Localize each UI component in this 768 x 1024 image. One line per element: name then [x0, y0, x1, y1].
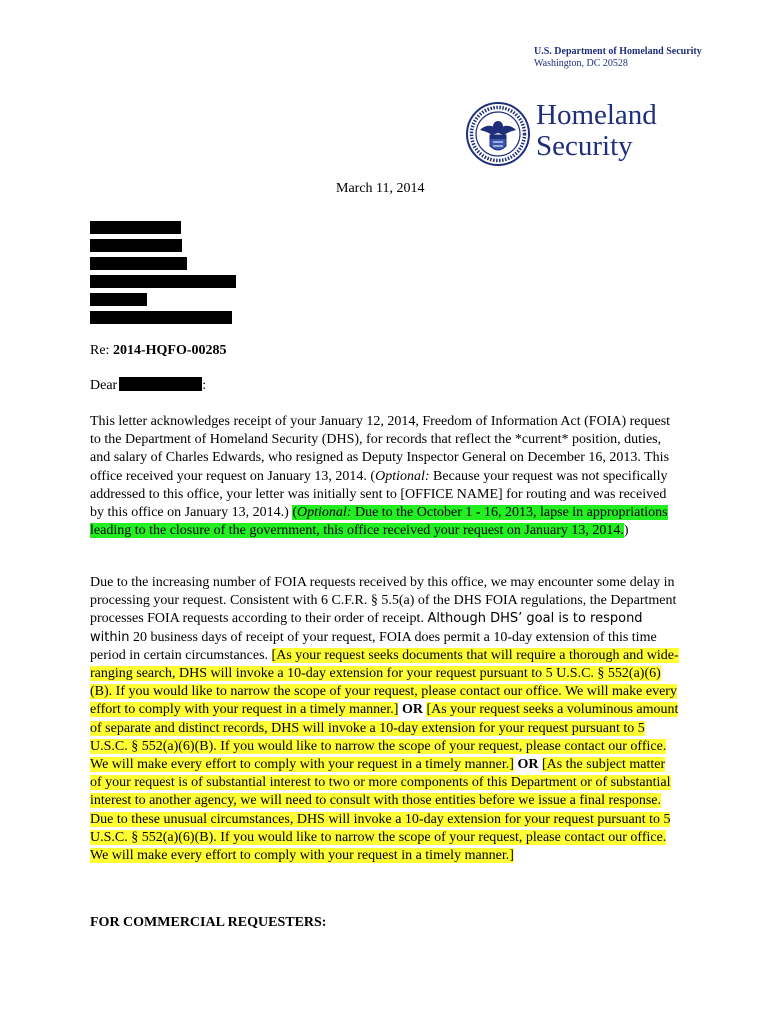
department-address: Washington, DC 20528	[534, 58, 628, 69]
redacted-address-line	[90, 293, 147, 306]
green-optional-label: Optional:	[297, 505, 352, 521]
p1-text-2: Because your request was not specifically addressed to this office, your letter was initially sent to [OFFICE NAME] for routing and was received by this office on January 13, 2014.)	[90, 468, 668, 521]
or-separator: OR	[513, 757, 542, 773]
p2-text-3: 20 business days of receipt of your request, FOIA does permit a 10-day extension of this time period in certain circumstances.	[90, 629, 657, 663]
brand-line-1: Homeland	[536, 99, 657, 131]
letter-date: March 11, 2014	[336, 181, 425, 196]
redacted-address-line	[90, 311, 232, 324]
homeland-security-wordmark	[536, 100, 657, 162]
green-highlight-close: )	[623, 523, 629, 539]
or-separator: OR	[398, 702, 427, 718]
yellow-highlight-option-3: [As the subject matter of your request is of substantial interest to two or more components of this Department or of substantial interest to another agency, we will need to consult with those entities before we issue a final response. Due to these unusual circumstances, DHS will invoke a 10-day extension for your request pursuant to 5 U.S.C. § 552(a)(6)(B). If you would like to narrow the scope of your request, please contact our office. We will make every effort to comply with your request in a timely manner.]	[90, 757, 671, 864]
p2-text-1: Due to the increasing number of FOIA requests received by this office, we may encounter some delay in processing your request. Consistent with 6 C.F.R. § 5.5(a) of the DHS FOIA regulations, the Department processes FOIA requests according to their order of receipt.	[90, 575, 677, 627]
p2-text-sans: Although DHS’ goal is to respond within	[90, 611, 643, 645]
paragraph-acknowledgement	[90, 413, 680, 540]
redacted-address-line	[90, 239, 182, 252]
reference-line	[90, 342, 680, 360]
paragraph-processing-delay	[90, 574, 680, 865]
redacted-address-line	[90, 257, 187, 270]
redacted-address-line	[90, 221, 181, 234]
redacted-name	[119, 377, 202, 391]
yellow-highlight-option-2: [As your request seeks a voluminous amount of separate and distinct records, DHS will invoke a 10-day extension for your request pursuant to 5 U.S.C. § 552(a)(6)(B). If you would like to narrow the scope of your request, please contact our office. We will make every effort to comply with your request in a timely manner.]	[90, 702, 679, 773]
p1-text-1: This letter acknowledges receipt of your January 12, 2014, Freedom of Information Act (FOIA) request to the Department of Homeland Security (DHS), for records that reflect the *current* position, duties, and salary of Charles Edwards, who resigned as Deputy Inspector General on December 16, 2013. This office received your request on January 13, 2014. (	[90, 414, 671, 484]
redacted-address-line	[90, 275, 236, 288]
salutation	[90, 377, 680, 395]
green-highlight-text: Due to the October 1 - 16, 2013, lapse in appropriations leading to the closure of the government, this office received your request on January 13, 2014.	[90, 505, 668, 539]
dhs-seal-icon	[466, 102, 530, 166]
department-name: U.S. Department of Homeland Security	[534, 46, 702, 57]
request-number: 2014-HQFO-00285	[112, 343, 227, 358]
commercial-requesters-heading: FOR COMMERCIAL REQUESTERS:	[90, 915, 327, 930]
brand-line-2: Security	[536, 130, 633, 162]
salutation-word: Dear	[90, 378, 118, 393]
reference-label: Re:	[90, 343, 110, 358]
salutation-end: :	[202, 378, 207, 393]
green-highlight-open: (	[292, 505, 297, 521]
yellow-highlight-option-1: [As your request seeks documents that will require a thorough and wide-ranging search, DHS will invoke a 10-day extension for your request pursuant to 5 U.S.C. § 552(a)(6)(B). If you would like to narrow the scope of your request, please contact our office. We will make every effort to comply with your request in a timely manner.]	[90, 647, 679, 718]
agency-address-block	[534, 46, 702, 70]
optional-label: Optional:	[375, 468, 430, 484]
